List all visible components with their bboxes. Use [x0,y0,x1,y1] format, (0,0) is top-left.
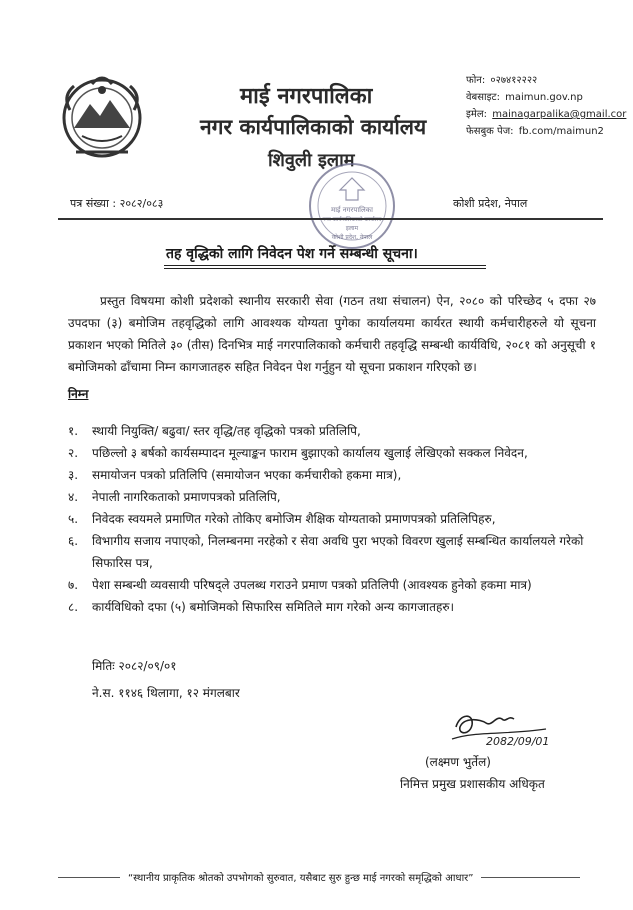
list-item-number: ८. [68,600,79,614]
notice-body-paragraph: प्रस्तुत विषयमा कोशी प्रदेशको स्थानीय सरकारी सेवा (गठन तथा संचालन) ऐन, २०८० को परिच्छेद ५ दफा २७ उपदफा (३) बमोजिम तहवृद्धिको लागि आवश्यक योग्यता पुगेका कार्यालयमा कार्यरत स्थायी कर्मचारीहरुले यो सूचना प्रकाशन भएको मितिले ३० (तीस) दिनभित्र माई नगरपालिकाको कर्मचारी तहवृद्धि सम्बन्धी कार्यविधि, २०८१ को अनुसूची १ बमोजिमको ढाँचामा निम्न कागजातहरु सहित निवेदन पेश गर्नुहुन यो सूचना प्रकाशन गरिएको छ। [68,294,596,374]
contact-phone [466,72,537,86]
list-item [68,442,608,464]
contact-email [466,106,626,120]
list-item-text: कार्यविधिको दफा (५) बमोजिमको सिफारिस समितिले माग गरेको अन्य कागजातहरु। [92,600,455,614]
contact-website [466,89,583,103]
contact-facebook [466,123,604,137]
reference-number: पत्र संख्या : २०८२/०८३ [70,197,164,210]
contact-website-label: वेबसाइट: [466,92,500,103]
contact-facebook-link[interactable]: fb.com/maimun2 [518,126,604,137]
list-item-number: ५. [68,512,79,526]
province-address: कोशी प्रदेश, नेपाल [453,197,528,210]
notice-body [68,290,596,378]
list-item-text: निवेदक स्वयमले प्रमाणित गरेको तोकिए बमोजिम शैक्षिक योग्यताको प्रमाणपत्रको प्रतिलिपिहरु, [92,512,496,526]
list-item-text: नेपाली नागरिकताको प्रमाणपत्रको प्रतिलिपि, [92,490,281,504]
list-item-number: १. [68,424,79,438]
list-item-number: ४. [68,490,79,504]
list-item [68,530,608,574]
nepal-emblem-logo [52,66,152,166]
org-office: नगर कार्यपालिकाको कार्यालय [200,115,427,139]
list-item [68,574,608,596]
contact-email-label: इमेल: [466,109,488,120]
header-divider [58,218,603,220]
org-place: शिवुली इलाम [268,150,355,171]
stamp-line1: माई नगरपालिका [331,206,373,214]
title-underline [164,265,486,266]
footer-slogan: “स्थानीय प्राकृतिक श्रोतको उपभोगको सुरुवात, यसैबाट सुरु हुन्छ माई नगरको समृद्धिको आधार” [120,870,481,884]
title-underline-secondary [164,268,486,269]
list-item-text: समायोजन पत्रको प्रतिलिपि (समायोजन भएका कर्मचारीको हकमा मात्र), [92,468,402,482]
contact-phone-value: ०२७४१२२२२ [490,75,538,86]
list-item-number: ३. [68,468,79,482]
list-item-text: स्थायी नियुक्ति/ बढुवा/ स्तर वृद्धि/तह वृद्धिको पत्रको प्रतिलिपि, [92,424,361,438]
issue-date: मितिः २०८२/०९/०१ [92,659,177,673]
list-item [68,420,608,442]
list-item-text: पेशा सम्बन्धी व्यवसायी परिषद्ले उपलब्ध गराउने प्रमाण पत्रको प्रतिलिपी (आवश्यक हुनेको हकमा मात्र) [92,578,532,592]
stamp-line3: कोशी प्रदेश, नेपाल [331,234,373,241]
signer-title: निमित्त प्रमुख प्रशासकीय अधिकृत [400,777,545,791]
signature-date: 2082/09/01 [486,735,550,748]
list-item [68,464,608,486]
org-name: माई नगरपालिका [240,84,373,109]
stamp-line4: इलाम [345,225,359,232]
stamp-line2: नगर कार्यपालिकाको कार्यालय [322,217,382,223]
contact-phone-label: फोन: [466,75,486,86]
list-item-number: ७. [68,578,79,592]
list-item-number: ६. [68,534,79,548]
nepal-sambat-date: ने.स. ११४६ थिलागा, १२ मंगलबार [92,686,240,700]
list-item [68,486,608,508]
list-item-text: विभागीय सजाय नपाएको, निलम्बनमा नरहेको र सेवा अवधि पुरा भएको विवरण खुलाई सम्बन्धित कार्यालयले गरेको सिफारिस पत्र, [92,534,584,570]
contact-email-link[interactable]: mainagarpalika@gmail.cor [492,109,627,120]
contact-facebook-label: फेसबुक पेज: [466,126,514,137]
list-item [68,508,608,530]
list-item-text: पछिल्लो ३ बर्षको कार्यसम्पादन मूल्याङ्कन फाराम बुझाएको कार्यालय खुलाई लेखिएको सक्कल निवेदन, [92,446,528,460]
requirements-heading: निम्न [68,387,89,401]
contact-website-link[interactable]: maimun.gov.np [505,92,583,103]
signer-name: (लक्ष्मण भुर्तेल) [425,755,491,769]
handwritten-signature [446,705,576,755]
office-stamp [306,160,398,252]
list-item-number: २. [68,446,79,460]
notice-title: तह वृद्धिको लागि निवेदन पेश गर्ने सम्बन्धी सूचना। [166,246,418,262]
list-item [68,596,608,618]
requirements-list [68,420,608,618]
